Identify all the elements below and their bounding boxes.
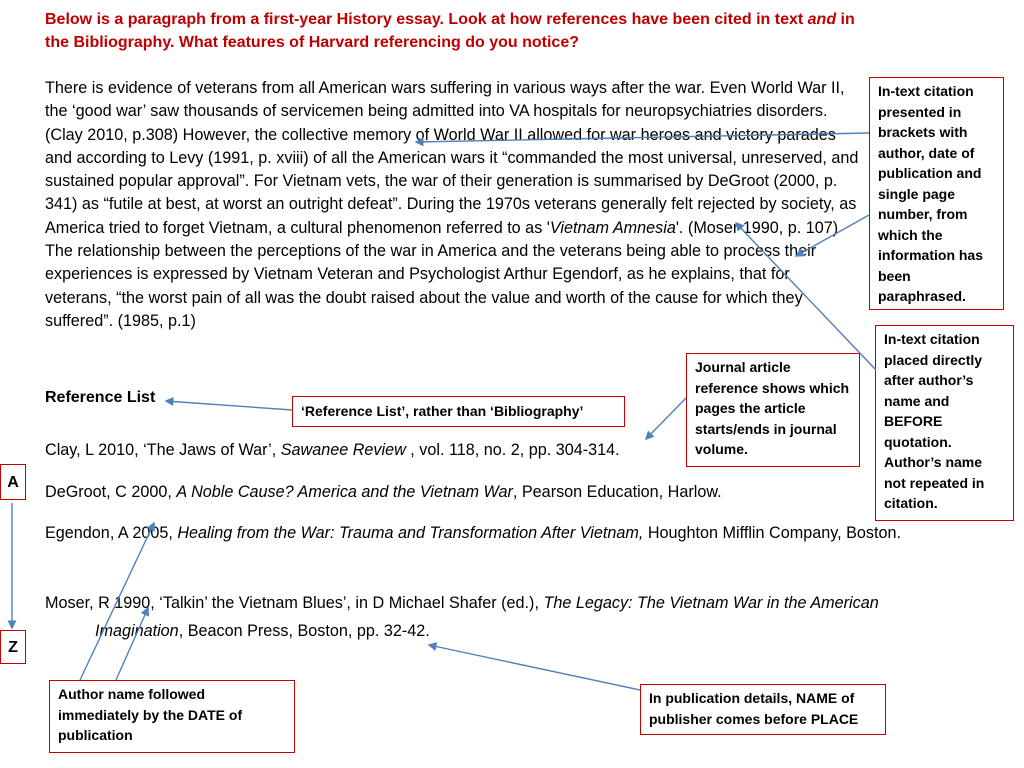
annotation-reference-list-label: ‘Reference List’, rather than ‘Bibliography’: [292, 396, 625, 427]
essay-paragraph: [45, 77, 860, 333]
ref-details: , vol. 118, no. 2, pp. 304-314.: [410, 441, 620, 459]
ref-title: Healing from the War: Trauma and Transformation After Vietnam,: [177, 524, 644, 542]
alphabet-end-box: Z: [0, 630, 26, 664]
ref-author-date: Clay, L 2010, ‘The Jaws of War’,: [45, 441, 281, 459]
task-prompt: [45, 8, 875, 54]
arrow-to-journal-pages: [646, 398, 686, 439]
arrow-to-reference-list-title: [166, 401, 292, 410]
ref-author-date: Egendon, A 2005,: [45, 524, 178, 542]
ref-title: Sawanee Review: [280, 441, 411, 459]
arrow-to-publisher: [429, 645, 640, 690]
ref-title: The Legacy: The Vietnam War in the American Imagination: [95, 594, 879, 640]
reference-item-degroot: [45, 478, 935, 506]
alphabet-start-box: A: [0, 464, 26, 500]
annotation-author-date: Author name followed immediately by the DATE of publication: [49, 680, 295, 753]
ref-author-date: DeGroot, C 2000,: [45, 483, 177, 501]
paragraph-emphasis: Vietnam Amnesia: [549, 218, 676, 237]
paragraph-text-1: There is evidence of veterans from all American wars suffering in various ways after the war. Even World War II, the ‘good war’ saw thousands of servicemen being admitted into VA hospitals for neuropsychiatries disorders. (Clay 2010, p.308) However, the collective memory of World War II allowed for war heroes and victory parades and according to Levy (1991, p. xviii) of all the American wars it “commanded the most universal, unreserved, and sustained popular approval”. For Vietnam vets, the war of their generation is summarised by DeGroot (2000, p. 341) as “futile at best, at worst an outright defeat”. During the 1970s veterans generally felt rejected by society, as America tried to forget Vietnam, a cultural phenomenon referred to as ': [45, 79, 859, 237]
prompt-emphasis: and: [807, 11, 837, 28]
annotation-publisher-place: In publication details, NAME of publisher comes before PLACE: [640, 684, 886, 735]
prompt-text-1: Below is a paragraph from a first-year History essay. Look at how references have been cited in text: [45, 11, 808, 28]
ref-title: A Noble Cause? America and the Vietnam War: [176, 483, 513, 501]
reference-item-egendon: [45, 519, 935, 547]
ref-details: , Beacon Press, Boston, pp. 32-42.: [178, 622, 430, 640]
prompt-text-2: in the Bibliography. What features of Harvard referencing do you notice?: [45, 11, 855, 51]
reference-list-title: Reference List: [45, 389, 156, 406]
ref-author-date: Moser, R 1990, ‘Talkin’ the Vietnam Blues’, in D Michael Shafer (ed.),: [45, 594, 544, 612]
reference-item-moser: [45, 589, 935, 645]
paragraph-text-2: '. (Moser 1990, p. 107) The relationship between the perceptions of the war in America and the veterans being able to process their experiences is expressed by Vietnam Veteran and Psychologist Arthur Egendorf, as he explains, that for veterans, “the worst pain of all was the doubt raised about the value and worth of the cause for which they suffered”. (1985, p.1): [45, 218, 839, 330]
annotation-in-text-bracket: In-text citation presented in brackets with author, date of publication and single page number, from which the information has been paraphrased.: [869, 77, 1004, 310]
annotation-journal-pages: Journal article reference shows which pages the article starts/ends in journal volume.: [686, 353, 860, 467]
ref-details: Houghton Mifflin Company, Boston.: [643, 524, 901, 542]
annotation-in-text-after-author: In-text citation placed directly after author’s name and BEFORE quotation. Author’s name not repeated in citation.: [875, 325, 1014, 521]
ref-details: , Pearson Education, Harlow.: [512, 483, 722, 501]
